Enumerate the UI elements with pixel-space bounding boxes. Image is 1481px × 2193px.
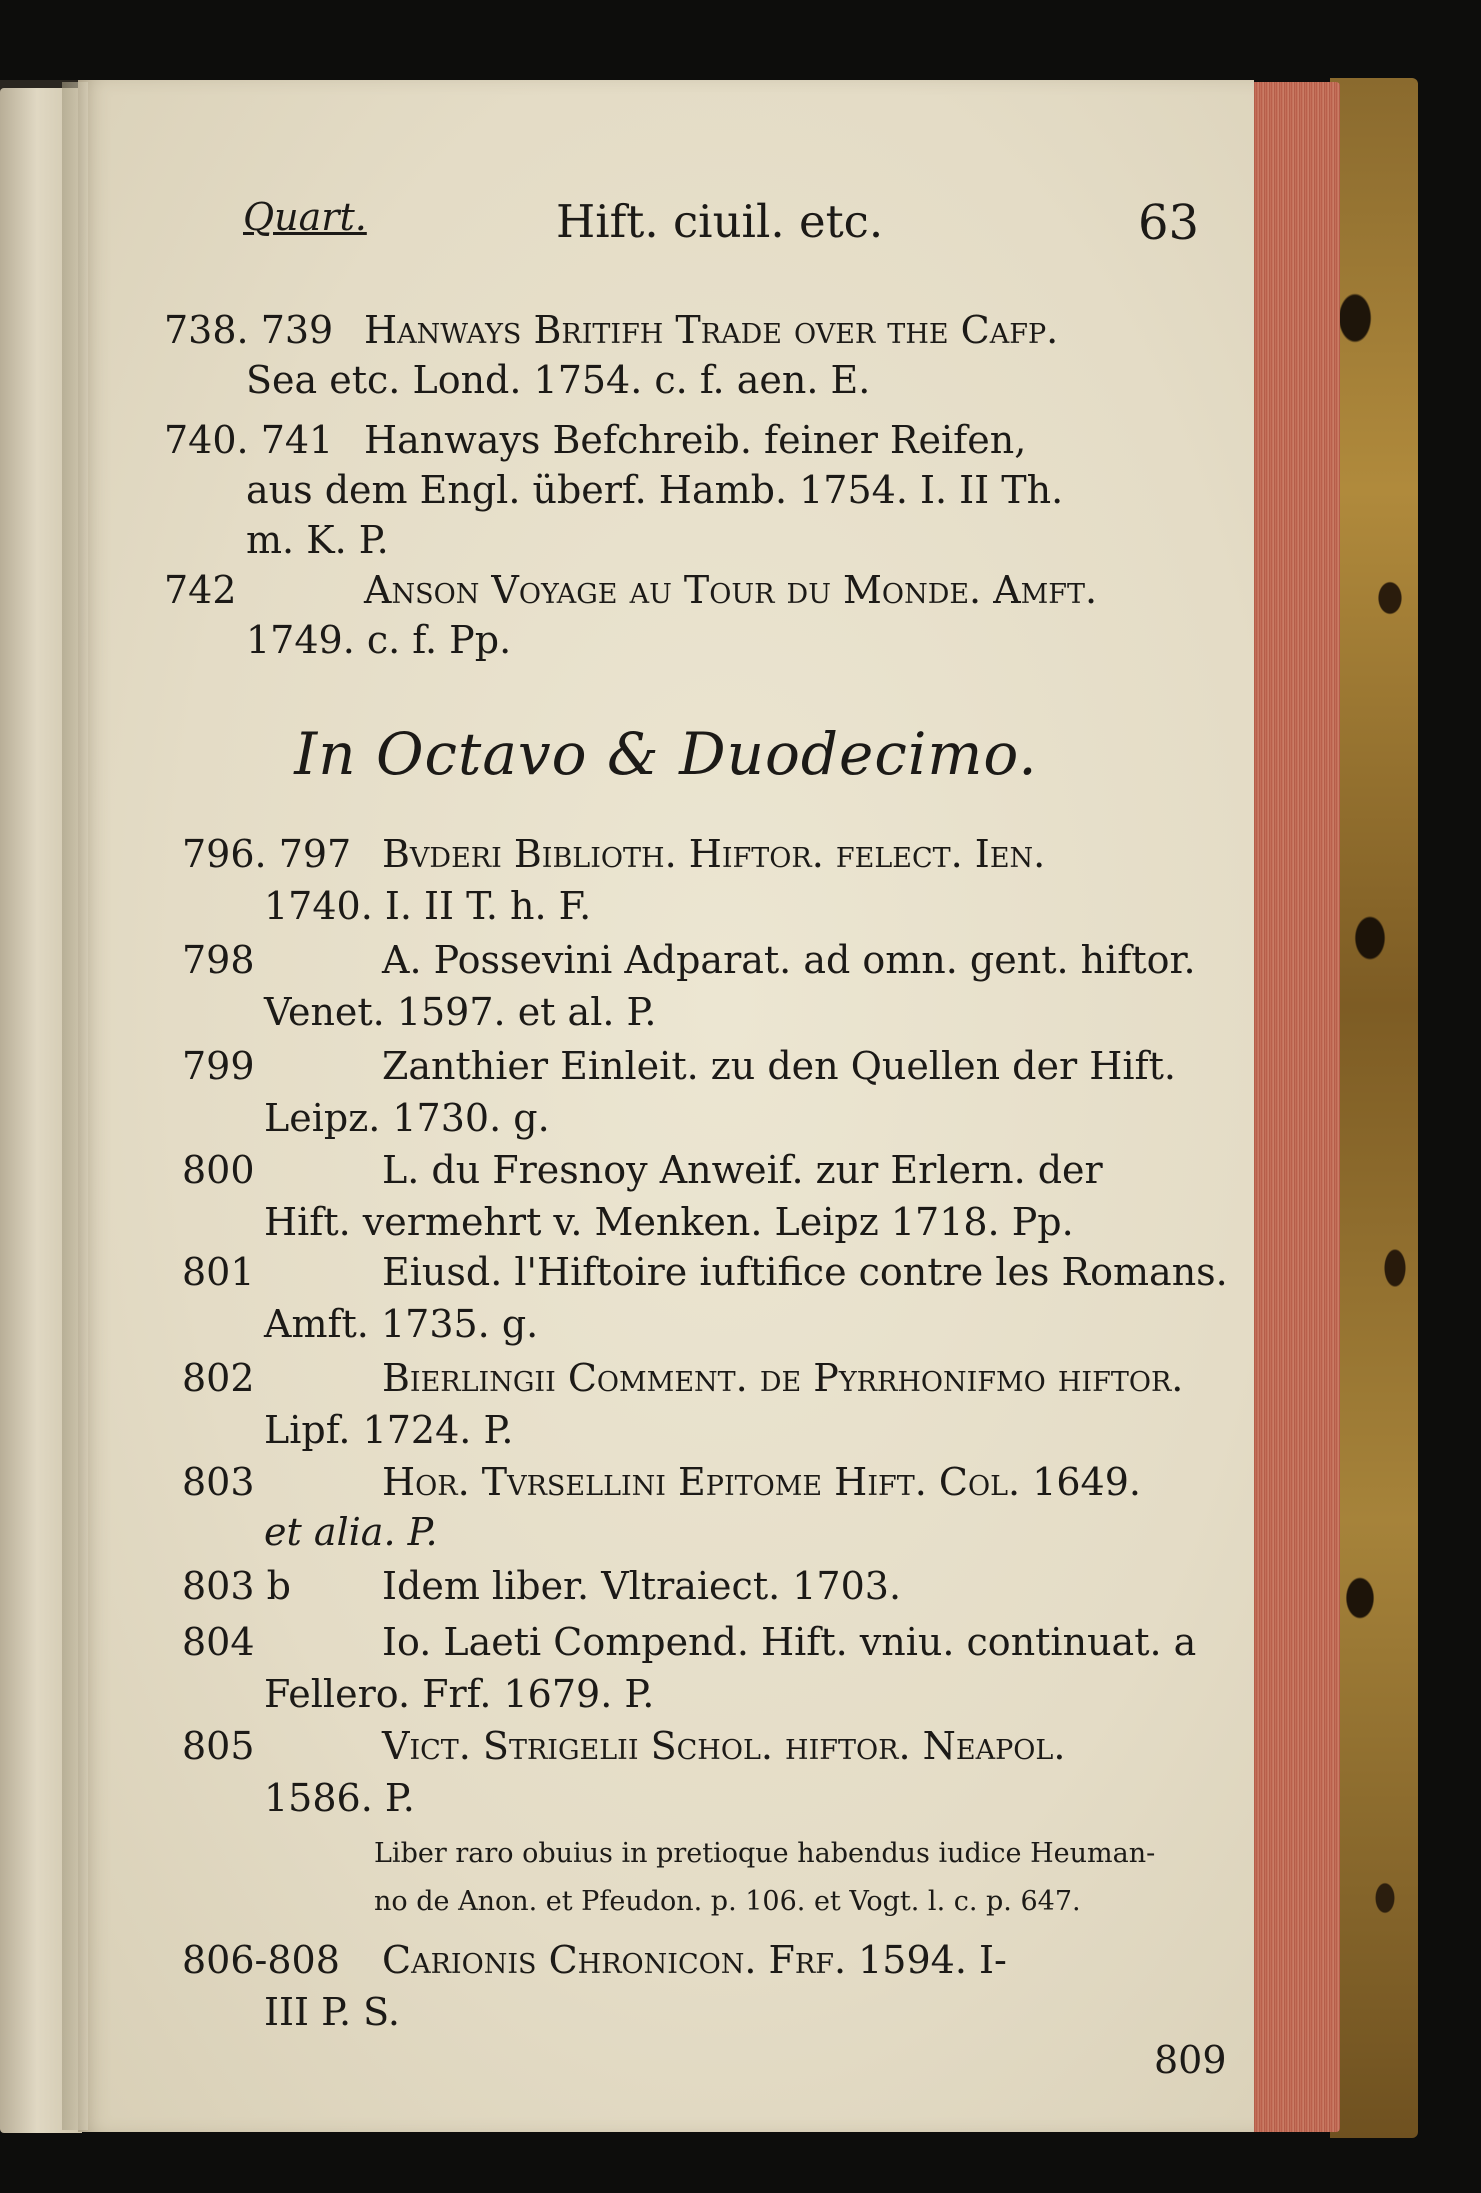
entry-796-line2: 1740. I. II T. h. F. <box>264 884 592 928</box>
entry-802-line1 <box>182 1356 1183 1400</box>
entry-text: Hor. Tvrsellini Epitome Hift. Col. 1649. <box>382 1460 1141 1504</box>
entry-number: 740. 741 <box>164 418 334 462</box>
red-page-edges <box>1250 82 1340 2132</box>
entry-number: 803 <box>182 1460 255 1504</box>
entry-806-line2: III P. S. <box>264 1990 400 2034</box>
entry-number: 804 <box>182 1620 255 1664</box>
note-line2: no de Anon. et Pfeudon. p. 106. et Vogt. l. c. p. 647. <box>374 1886 1081 1917</box>
entry-text: Vict. Strigelii Schol. hiftor. Neapol. <box>382 1724 1066 1768</box>
entry-742-line2: 1749. c. f. Pp. <box>246 618 512 662</box>
entry-804-line2: Fellero. Frf. 1679. P. <box>264 1672 655 1716</box>
entry-number: 805 <box>182 1724 255 1768</box>
entry-798-line1 <box>182 938 1196 982</box>
entry-802-line2: Lipf. 1724. P. <box>264 1408 514 1452</box>
entry-742-line1 <box>164 568 1097 612</box>
entry-text: Bvderi Biblioth. Hiftor. felect. Ien. <box>382 832 1046 876</box>
entry-number: 742 <box>164 568 237 612</box>
entry-text: Idem liber. Vltraiect. 1703. <box>382 1564 902 1608</box>
entry-799-line2: Leipz. 1730. g. <box>264 1096 550 1140</box>
entry-803b-line1 <box>182 1564 901 1608</box>
entry-number: 803 b <box>182 1564 291 1608</box>
entry-number: 802 <box>182 1356 255 1400</box>
entry-804-line1 <box>182 1620 1196 1664</box>
entry-805-line2: 1586. P. <box>264 1776 415 1820</box>
entry-number: 806-808 <box>182 1938 340 1982</box>
entry-text: Zanthier Einleit. zu den Quellen der Hift. <box>382 1044 1176 1088</box>
entry-text: A. Possevini Adparat. ad omn. gent. hiftor. <box>382 938 1196 982</box>
entry-740-line1 <box>164 418 1026 462</box>
page-text <box>78 80 1254 2132</box>
entry-806-line1 <box>182 1938 1007 1982</box>
entry-text: Bierlingii Comment. de Pyrrhonifmo hiftor. <box>382 1356 1184 1400</box>
entry-738-line1 <box>164 308 1058 352</box>
catchword: 809 <box>1154 2038 1227 2082</box>
running-header <box>78 195 1254 255</box>
entry-number: 738. 739 <box>164 308 334 352</box>
header-format: Quart. <box>243 195 367 239</box>
marbled-back-cover <box>1330 78 1418 2138</box>
header-title: Hift. ciuil. etc. <box>556 195 884 248</box>
entry-801-line2: Amft. 1735. g. <box>264 1302 539 1346</box>
entry-798-line2: Venet. 1597. et al. P. <box>264 990 657 1034</box>
entry-803-line2: et alia. P. <box>264 1510 438 1554</box>
entry-text: Carionis Chronicon. Frf. 1594. I- <box>382 1938 1007 1982</box>
note-line1: Liber raro obuius in pretioque habendus iudice Heuman- <box>374 1838 1156 1869</box>
entry-number: 798 <box>182 938 255 982</box>
entry-text: Eiusd. l'Hiftoire iuftifice contre les Romans. <box>382 1250 1228 1294</box>
entry-number: 796. 797 <box>182 832 352 876</box>
entry-text: L. du Fresnoy Anweif. zur Erlern. der <box>382 1148 1103 1192</box>
section-heading: In Octavo & Duodecimo. <box>294 720 1038 788</box>
entry-number: 800 <box>182 1148 255 1192</box>
entry-805-line1 <box>182 1724 1065 1768</box>
entry-text: Hanways Befchreib. feiner Reifen, <box>364 418 1027 462</box>
entry-800-line2: Hift. vermehrt v. Menken. Leipz 1718. Pp. <box>264 1200 1074 1244</box>
entry-799-line1 <box>182 1044 1176 1088</box>
entry-801-line1 <box>182 1250 1228 1294</box>
entry-text: Anson Voyage au Tour du Monde. Amft. <box>364 568 1098 612</box>
book-page <box>78 80 1254 2132</box>
entry-740-line2: aus dem Engl. überf. Hamb. 1754. I. II Th. <box>246 468 1064 512</box>
entry-number: 799 <box>182 1044 255 1088</box>
entry-number: 801 <box>182 1250 255 1294</box>
entry-803-line1 <box>182 1460 1141 1504</box>
entry-text: Hanways Britifh Trade over the Cafp. <box>364 308 1059 352</box>
entry-740-line3: m. K. P. <box>246 518 389 562</box>
entry-796-line1 <box>182 832 1045 876</box>
entry-text: Io. Laeti Compend. Hift. vniu. continuat. a <box>382 1620 1197 1664</box>
entry-800-line1 <box>182 1148 1103 1192</box>
page-number: 63 <box>1138 195 1200 251</box>
entry-738-line2: Sea etc. Lond. 1754. c. f. aen. E. <box>246 358 871 402</box>
